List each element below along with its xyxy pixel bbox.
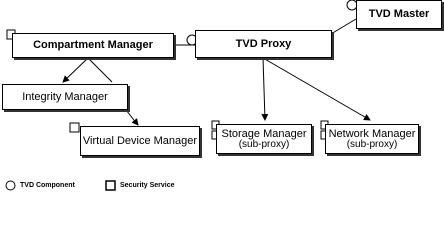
network-manager-node bbox=[325, 124, 419, 154]
tvd-proxy-label: TVD Proxy bbox=[235, 37, 292, 50]
edge-proxy-to-storage bbox=[263, 58, 265, 120]
integrity-manager-node bbox=[2, 84, 128, 110]
edge-compartment-to-integrity-a bbox=[63, 58, 88, 82]
tvd-master-label: TVD Master bbox=[368, 8, 430, 20]
network-manager-sublabel: (sub-proxy) bbox=[346, 138, 398, 150]
tvd-proxy-node bbox=[195, 30, 332, 58]
network-manager-label: Network Manager bbox=[328, 127, 416, 140]
legend-circle-icon bbox=[5, 180, 16, 191]
compartment-manager-label: Compartment Manager bbox=[33, 39, 153, 51]
legend-security-service-label: Security Service bbox=[120, 182, 175, 189]
virtual-device-manager-security-marker bbox=[70, 123, 79, 132]
virtual-device-manager-node bbox=[80, 126, 200, 156]
legend-square-icon bbox=[105, 180, 116, 191]
integrity-manager-label: Integrity Manager bbox=[22, 90, 108, 103]
legend-component bbox=[5, 180, 75, 191]
compartment-manager-node bbox=[12, 33, 174, 58]
edge-integrity-to-vdm bbox=[126, 110, 138, 125]
edge-compartment-to-integrity-b bbox=[88, 58, 112, 82]
storage-manager-sublabel: (sub-proxy) bbox=[238, 138, 290, 150]
edge-proxy-to-network bbox=[263, 58, 370, 120]
legend-security-service bbox=[105, 180, 174, 191]
virtual-device-manager-label: Virtual Device Manager bbox=[82, 134, 198, 147]
storage-manager-node bbox=[216, 124, 312, 154]
legend-component-label: TVD Component bbox=[20, 182, 75, 189]
storage-manager-label: Storage Manager bbox=[221, 127, 307, 140]
tvd-master-node bbox=[356, 0, 442, 29]
